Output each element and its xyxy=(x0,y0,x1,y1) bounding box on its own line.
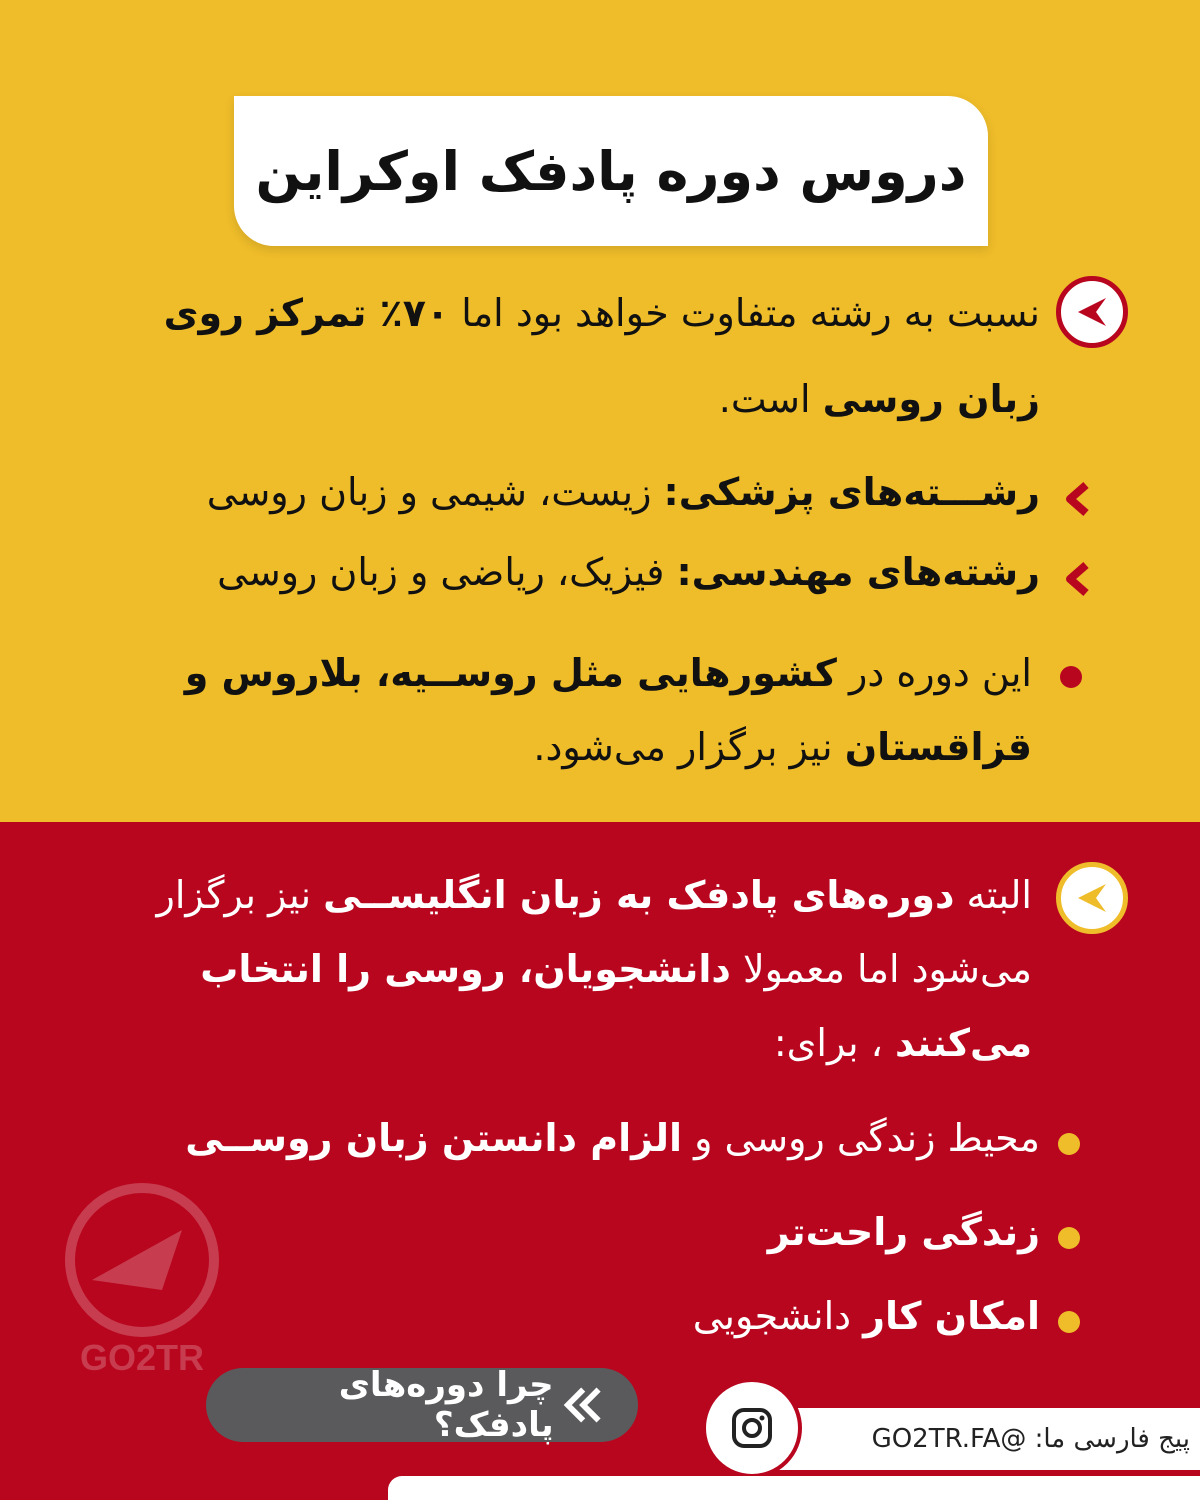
intro-paragraph xyxy=(140,270,1040,442)
instagram-icon[interactable] xyxy=(702,1378,802,1478)
list-item xyxy=(768,1210,1040,1254)
list-item xyxy=(217,550,1040,594)
chevron-left-icon xyxy=(1062,561,1092,597)
why-padfac-button[interactable] xyxy=(206,1365,638,1445)
page-title: دروس دوره پادفک اوکراین xyxy=(255,139,967,203)
item-text: دانشجویی xyxy=(692,1294,864,1338)
note-text: این دوره در xyxy=(836,651,1032,695)
item-text: فیزیک، ریاضی و زبان روسی xyxy=(217,550,677,594)
item-label: رشـــته‌های پزشکی: xyxy=(663,470,1040,514)
s2-bold: دوره‌های پادفک به زبان انگلیســی xyxy=(323,873,955,917)
s2-bold: دانشجویان، روسی را انتخاب می‌کنند xyxy=(200,947,1032,1065)
intro-text: نسبت به رشته متفاوت خواهد بود اما xyxy=(449,291,1040,335)
s2-text: البته xyxy=(954,873,1032,917)
item-text: محیط زندگی روسی و xyxy=(682,1116,1040,1160)
note-paragraph xyxy=(152,636,1032,784)
cta-label: چرا دوره‌های پادفک؟ xyxy=(338,1365,554,1445)
item-bold: الزام دانستن زبان روســی xyxy=(185,1116,683,1160)
s2-text: نیز برگزار می‌شود اما معمولا xyxy=(156,873,1032,991)
bullet-dot xyxy=(1058,1311,1080,1333)
intro-end: است. xyxy=(718,377,823,421)
item-text: زیست، شیمی و زبان روسی xyxy=(206,470,664,514)
note-end: نیز برگزار می‌شود. xyxy=(533,725,845,769)
bullet-dot xyxy=(1058,1133,1080,1155)
chevron-left-icon xyxy=(1062,481,1092,517)
arrow-badge-icon xyxy=(1056,862,1128,934)
list-item xyxy=(185,1116,1040,1160)
double-chevron-left-icon xyxy=(562,1385,604,1425)
list-item xyxy=(693,1294,1040,1338)
instagram-handle[interactable]: پیج فارسی ما: @GO2TR.FA xyxy=(871,1424,1190,1454)
arrow-badge-icon xyxy=(1056,276,1128,348)
title-card xyxy=(234,96,988,246)
watermark-logo xyxy=(62,1180,222,1380)
bottom-strip xyxy=(388,1476,1200,1500)
bullet-dot xyxy=(1058,1227,1080,1249)
watermark-text: GO2TR xyxy=(79,1337,205,1378)
s2-text: ، برای: xyxy=(773,1021,895,1065)
item-bold: امکان کار xyxy=(863,1294,1040,1338)
item-label: رشته‌های مهندسی: xyxy=(676,550,1040,594)
section2-paragraph xyxy=(152,858,1032,1080)
list-item xyxy=(207,470,1040,514)
intro-bold: ۷۰٪ تمرکز روی زبان روسی xyxy=(163,291,1040,421)
bullet-dot xyxy=(1060,666,1082,688)
item-bold: زندگی راحت‌تر xyxy=(767,1210,1040,1254)
note-bold: کشورهایی مثل روســیه، بلاروس و قزاقستان xyxy=(184,651,1032,769)
